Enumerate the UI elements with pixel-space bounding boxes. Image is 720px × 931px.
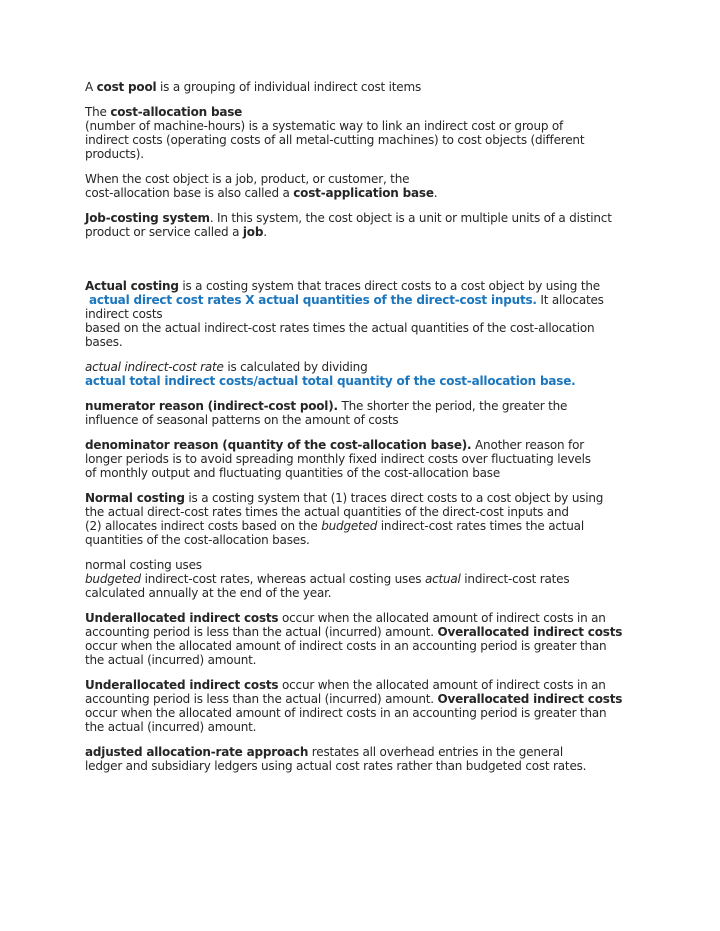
text-run: based on the actual indirect-cost rates times the actual quantities of the cost-allocation bbox=[85, 321, 595, 335]
text-run: quantities of the cost-allocation bases. bbox=[85, 533, 310, 547]
text-run: occur when the allocated amount of indirect costs in an accounting period is greater than bbox=[85, 639, 607, 653]
text-run: Underallocated indirect costs bbox=[85, 611, 279, 625]
text-line bbox=[85, 505, 645, 519]
text-run: occur when the allocated amount of indirect costs in an bbox=[278, 678, 606, 692]
text-line bbox=[85, 720, 645, 734]
text-line bbox=[85, 706, 645, 720]
text-run: (2) allocates indirect costs based on the bbox=[85, 519, 322, 533]
text-run: indirect costs (operating costs of all metal-cutting machines) to cost objects (different bbox=[85, 133, 585, 147]
text-line bbox=[85, 374, 645, 388]
text-run: . bbox=[433, 186, 438, 200]
text-line bbox=[85, 466, 645, 480]
text-line bbox=[85, 639, 645, 653]
text-line bbox=[85, 186, 645, 200]
text-line bbox=[85, 293, 645, 307]
text-run: actual direct cost rates X actual quantities of the direct-cost inputs. bbox=[85, 293, 537, 307]
text-run: accounting period is less than the actual (incurred) amount. bbox=[85, 692, 438, 706]
text-line bbox=[85, 80, 645, 94]
text-run: indirect-cost rates, whereas actual costing uses bbox=[140, 572, 425, 586]
text-line bbox=[85, 321, 645, 335]
text-run: Overallocated indirect costs bbox=[437, 625, 623, 639]
text-run: is a costing system that (1) traces direct costs to a cost object by using bbox=[184, 491, 604, 505]
text-run: Another reason for bbox=[471, 438, 584, 452]
actual-costing-definition bbox=[85, 279, 645, 349]
text-line bbox=[85, 307, 645, 321]
text-run: budgeted bbox=[85, 572, 141, 586]
text-run: cost pool bbox=[96, 80, 157, 94]
text-run: indirect-cost rates bbox=[460, 572, 570, 586]
text-line bbox=[85, 745, 645, 759]
text-line bbox=[85, 399, 645, 413]
text-line bbox=[85, 360, 645, 374]
text-run: The bbox=[85, 105, 111, 119]
text-run: When the cost object is a job, product, or customer, the bbox=[85, 172, 410, 186]
text-run: the actual (incurred) amount. bbox=[85, 653, 257, 667]
job-costing-system-definition bbox=[85, 211, 645, 239]
cost-allocation-base-definition bbox=[85, 105, 645, 161]
text-run: cost-allocation base is also called a bbox=[85, 186, 294, 200]
text-run: normal costing uses bbox=[85, 558, 202, 572]
document-body bbox=[85, 80, 645, 784]
text-run: ledger and subsidiary ledgers using actual cost rates rather than budgeted cost rates. bbox=[85, 759, 587, 773]
text-run: accounting period is less than the actual (incurred) amount. bbox=[85, 625, 438, 639]
text-run: job bbox=[242, 225, 264, 239]
text-run: cost-application base bbox=[293, 186, 434, 200]
text-run: indirect-cost rates times the actual bbox=[377, 519, 584, 533]
text-line bbox=[85, 519, 645, 533]
text-run: is calculated by dividing bbox=[223, 360, 368, 374]
text-line bbox=[85, 413, 645, 427]
text-line bbox=[85, 335, 645, 349]
cost-application-base-note bbox=[85, 172, 645, 200]
text-run: It allocates bbox=[536, 293, 604, 307]
text-run: . In this system, the cost object is a unit or multiple units of a distinct bbox=[209, 211, 612, 225]
text-run: occur when the allocated amount of indirect costs in an accounting period is greater than bbox=[85, 706, 607, 720]
text-run: budgeted bbox=[321, 519, 378, 533]
text-line bbox=[85, 211, 645, 225]
text-run: The shorter the period, the greater the bbox=[337, 399, 568, 413]
text-line bbox=[85, 172, 645, 186]
denominator-reason bbox=[85, 438, 645, 480]
text-run: bases. bbox=[85, 335, 123, 349]
text-run: of monthly output and fluctuating quantities of the cost-allocation base bbox=[85, 466, 501, 480]
text-run: Actual costing bbox=[85, 279, 179, 293]
normal-vs-actual-costing-note bbox=[85, 558, 645, 600]
text-run: is a grouping of individual indirect cost items bbox=[156, 80, 422, 94]
text-run: actual bbox=[424, 572, 461, 586]
text-run: calculated annually at the end of the year. bbox=[85, 586, 332, 600]
text-run: restates all overhead entries in the general bbox=[308, 745, 563, 759]
text-run: actual indirect-cost rate bbox=[85, 360, 224, 374]
text-run: cost-allocation base bbox=[110, 105, 243, 119]
text-run: Overallocated indirect costs bbox=[437, 692, 623, 706]
text-run: A bbox=[85, 80, 97, 94]
text-line bbox=[85, 105, 645, 119]
text-run: the actual direct-cost rates times the actual quantities of the direct-cost inputs and bbox=[85, 505, 569, 519]
text-line bbox=[85, 759, 645, 773]
text-run: longer periods is to avoid spreading monthly fixed indirect costs over fluctuating levels bbox=[85, 452, 591, 466]
under-over-allocated-definition bbox=[85, 611, 645, 667]
text-run: adjusted allocation-rate approach bbox=[85, 745, 309, 759]
text-run: indirect costs bbox=[85, 307, 163, 321]
text-line bbox=[85, 533, 645, 547]
numerator-reason bbox=[85, 399, 645, 427]
text-run: Underallocated indirect costs bbox=[85, 678, 279, 692]
text-line bbox=[85, 225, 645, 239]
text-run: denominator reason (quantity of the cost-allocation base). bbox=[85, 438, 472, 452]
text-line bbox=[85, 572, 645, 586]
text-run: (number of machine-hours) is a systematic way to link an indirect cost or group of bbox=[85, 119, 564, 133]
text-run: product or service called a bbox=[85, 225, 243, 239]
text-line bbox=[85, 147, 645, 161]
text-run: numerator reason (indirect-cost pool). bbox=[85, 399, 338, 413]
text-line bbox=[85, 279, 645, 293]
normal-costing-definition bbox=[85, 491, 645, 547]
text-line bbox=[85, 653, 645, 667]
cost-pool-definition bbox=[85, 80, 645, 94]
text-line bbox=[85, 452, 645, 466]
text-line bbox=[85, 586, 645, 600]
text-line bbox=[85, 491, 645, 505]
adjusted-allocation-rate-approach bbox=[85, 745, 645, 773]
text-run: occur when the allocated amount of indirect costs in an bbox=[278, 611, 606, 625]
text-run: actual total indirect costs/actual total quantity of the cost-allocation base. bbox=[85, 374, 576, 388]
text-line bbox=[85, 692, 645, 706]
text-run: Job-costing system bbox=[85, 211, 210, 225]
text-run: products). bbox=[85, 147, 144, 161]
text-run: . bbox=[263, 225, 267, 239]
text-line bbox=[85, 119, 645, 133]
text-line bbox=[85, 611, 645, 625]
actual-indirect-cost-rate-formula bbox=[85, 360, 645, 388]
text-run: Normal costing bbox=[85, 491, 185, 505]
text-line bbox=[85, 678, 645, 692]
under-over-allocated-definition-repeat bbox=[85, 678, 645, 734]
text-run: influence of seasonal patterns on the amount of costs bbox=[85, 413, 399, 427]
text-line bbox=[85, 558, 645, 572]
text-run: the actual (incurred) amount. bbox=[85, 720, 257, 734]
text-line bbox=[85, 133, 645, 147]
text-line bbox=[85, 438, 645, 452]
text-run: is a costing system that traces direct costs to a cost object by using the bbox=[178, 279, 600, 293]
text-line bbox=[85, 625, 645, 639]
